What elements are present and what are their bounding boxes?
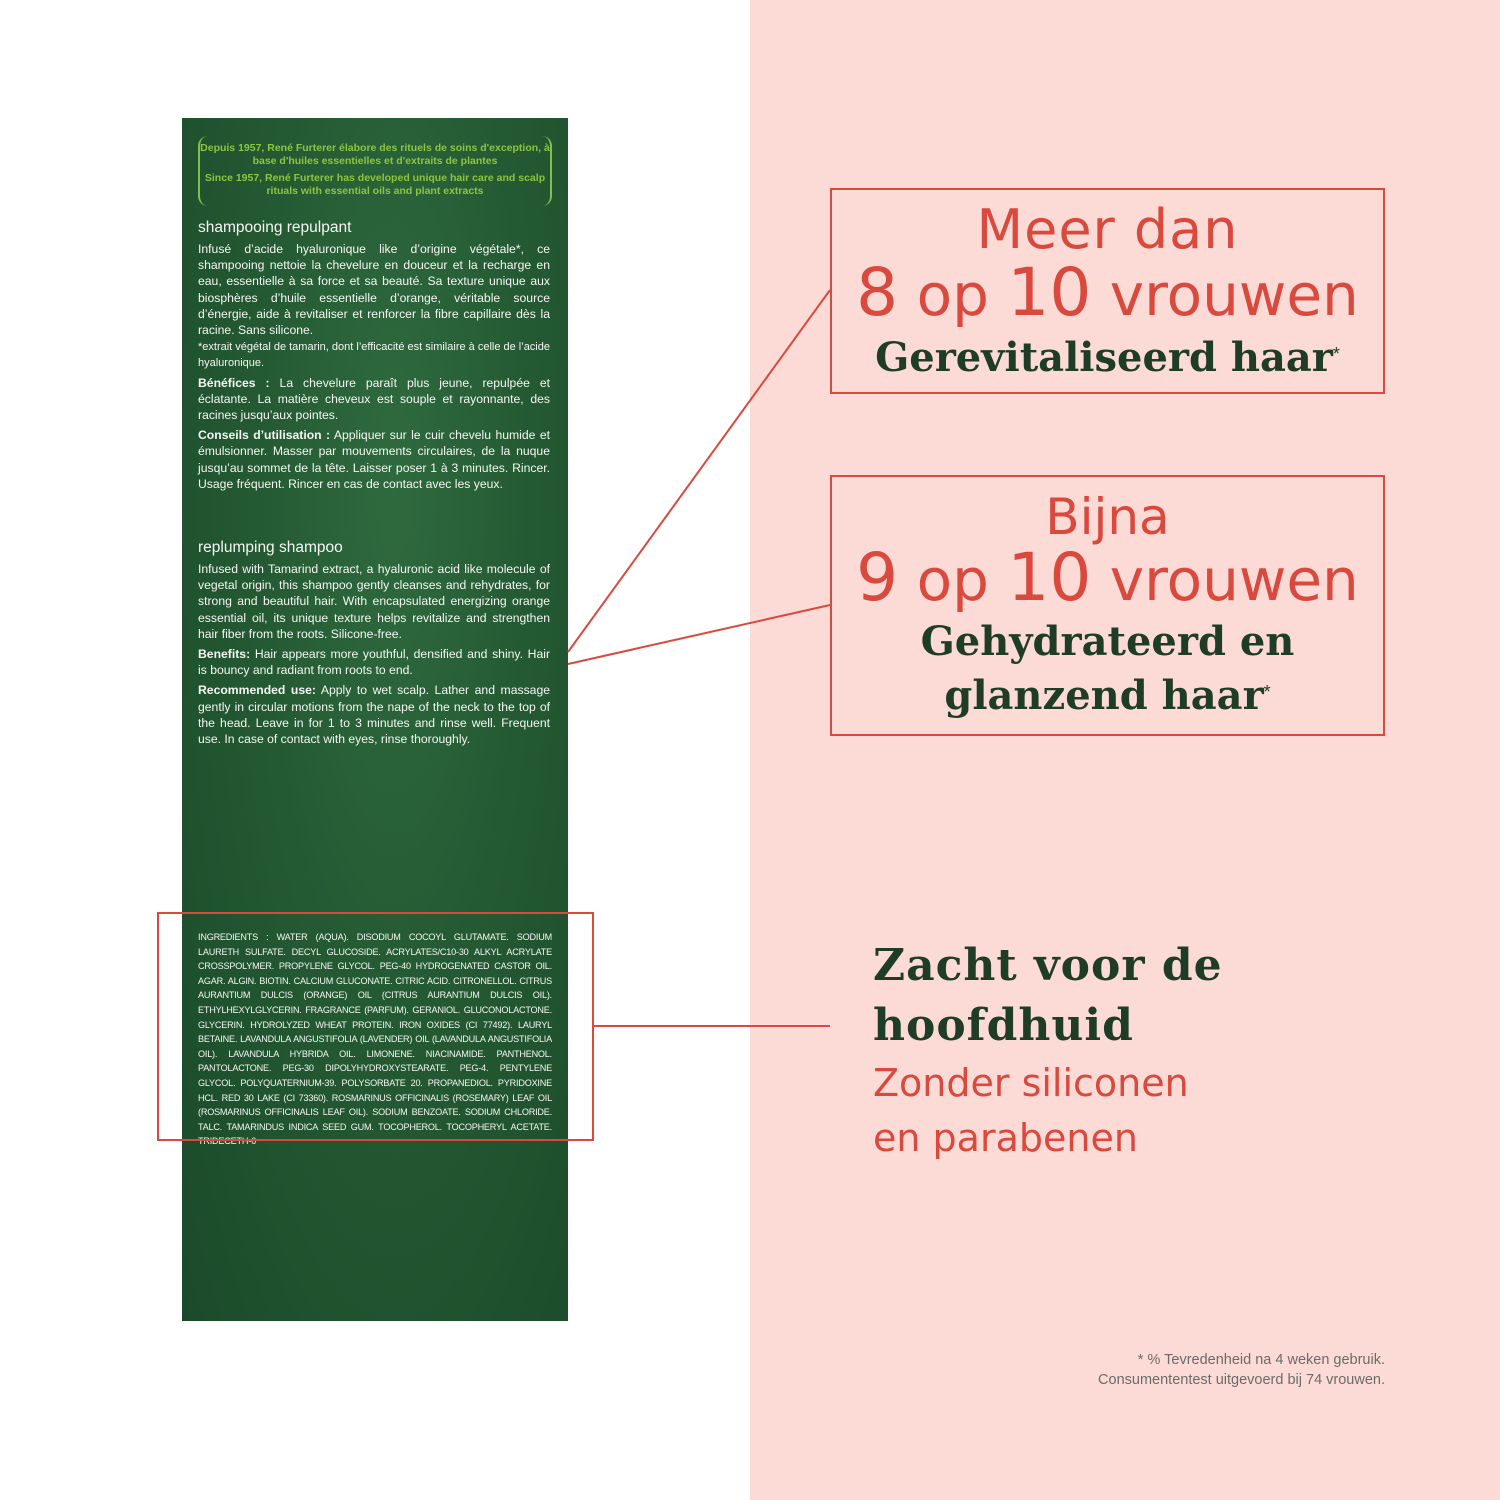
callout-hydrated (830, 475, 1385, 736)
english-title: replumping shampoo (198, 539, 343, 556)
english-benefits: Benefits: Hair appears more youthful, densified and shiny. Hair is bouncy and radiant from roots to end. (198, 647, 550, 678)
callout2-lead: Bijna (1045, 488, 1170, 546)
callout2-stat: 9 op 10 vrouwen (856, 539, 1359, 616)
callout1-stat: 8 op 10 vrouwen (856, 254, 1359, 331)
callout1-claim: Gerevitaliseerd haar* (875, 334, 1340, 381)
footnote (1098, 1350, 1385, 1390)
english-usage: Recommended use: Apply to wet scalp. Lather and massage gently in circular motions from the nape of the neck to the top of the head. Leave in for 1 to 3 minutes and rinse well. Frequent use. In case of contact with eyes, rinse thoroughly. (198, 683, 550, 747)
french-intro: Infusé d’acide hyaluronique like d’origine végétale*, ce shampooing nettoie la chevelure en douceur et la recharge en eau, essentielle à sa force et sa beauté. Sa texture unique aux biosphères d’huile essentielle d’orange, véritable source d’énergie, aide à revitaliser et renforcer la fibre capillaire dès la racine. Sans silicone. *extrait végétal de tamarin, dont l’efficacité est similaire à celle de l’acide hyaluronique. (198, 242, 550, 370)
ingredients-list: INGREDIENTS : WATER (AQUA). DISODIUM COCOYL GLUTAMATE. SODIUM LAURETH SULFATE. DECYL GLUCOSIDE. ACRYLATES/C10-30 ALKYL ACRYLATE CROSSPOLYMER. PROPYLENE GLYCOL. PEG-40 HYDROGENATED CASTOR OIL. AGAR. ALGIN. BIOTIN. CALCIUM GLUCONATE. CITRIC ACID. CITRONELLOL. CITRUS AURANTIUM DULCIS (ORANGE) OIL (CITRUS AURANTIUM DULCIS OIL). ETHYLHEXYLGLYCERIN. FRAGRANCE (PARFUM). GERANIOL. GLUCONOLACTONE. GLYCERIN. HYDROLYZED WHEAT PROTEIN. IRON OXIDES (CI 77492). LAURYL BETAINE. LAVANDULA ANGUSTIFOLIA (LAVENDER) OIL (LAVANDULA ANGUSTIFOLIA OIL). LAVANDULA HYBRIDA OIL. LIMONENE. NIACINAMIDE. PANTHENOL. PANTOLACTONE. PEG-30 DIPOLYHYDROXYSTEARATE. PEG-4. PENTYLENE GLYCOL. POLYQUATERNIUM-39. POLYSORBATE 20. PROPANEDIOL. PYRIDOXINE HCL. RED 30 LAKE (CI 73360). ROSMARINUS OFFICINALIS (ROSEMARY) LEAF OIL (ROSMARINUS OFFICINALIS LEAF OIL). SODIUM BENZOATE. SODIUM CHLORIDE. TALC. TAMARINDUS INDICA SEED GUM. TOCOPHEROL. TOCOPHERYL ACETATE. TRIDECETH-6 (198, 932, 552, 1147)
connector-line-1 (568, 290, 830, 652)
french-benefits: Bénéfices : La chevelure paraît plus jeune, repulpée et éclatante. La matière cheveux est souple et rayonnante, des racines jusqu’aux pointes. (198, 375, 550, 423)
heritage-text-en: Since 1957, René Furterer has developed unique hair care and scalp rituals with essential oils and plant extracts (204, 172, 546, 197)
english-intro: Infused with Tamarind extract, a hyaluronic acid like molecule of vegetal origin, this shampoo gently cleanses and rehydrates, for strong and beautiful hair. With encapsulated energizing orange essential oil, its unique texture helps revitalize and strengthen hair fiber from the roots. Silicone-free. (198, 562, 550, 641)
footnote-line-1: * % Tevredenheid na 4 weken gebruik. (1137, 1352, 1385, 1368)
callout2-claim: Gehydrateerd en glanzend haar* (920, 618, 1295, 719)
french-title: shampooing repulpant (198, 219, 352, 236)
callout1-lead: Meer dan (976, 198, 1239, 261)
french-usage: Conseils d’utilisation : Appliquer sur le cuir chevelu humide et émulsionner. Masser par mouvements circulaires, de la nuque jusqu’au sommet de la tête. Laisser poser 1 à 3 minutes. Rincer. Usage fréquent. Rincer en cas de contact avec les yeux. (198, 428, 551, 491)
footnote-line-2: Consumententest uitgevoerd bij 74 vrouwen. (1098, 1372, 1385, 1388)
gentle-title: Zacht voor de hoofdhuid (873, 940, 1223, 1051)
gentle-scalp-claim (873, 936, 1473, 1166)
gentle-sub-1: Zonder siliconen (873, 1061, 1189, 1105)
callout-revitalised (830, 188, 1385, 394)
connector-line-2 (568, 605, 830, 664)
heritage-text-fr: Depuis 1957, René Furterer élabore des rituels de soins d'exception, à base d'huiles essentielles et d'extraits de plantes (200, 142, 550, 167)
gentle-sub-2: en parabenen (873, 1116, 1138, 1160)
french-note: *extrait végétal de tamarin, dont l’efficacité est similaire à celle de l’acide hyaluronique. (198, 341, 550, 370)
